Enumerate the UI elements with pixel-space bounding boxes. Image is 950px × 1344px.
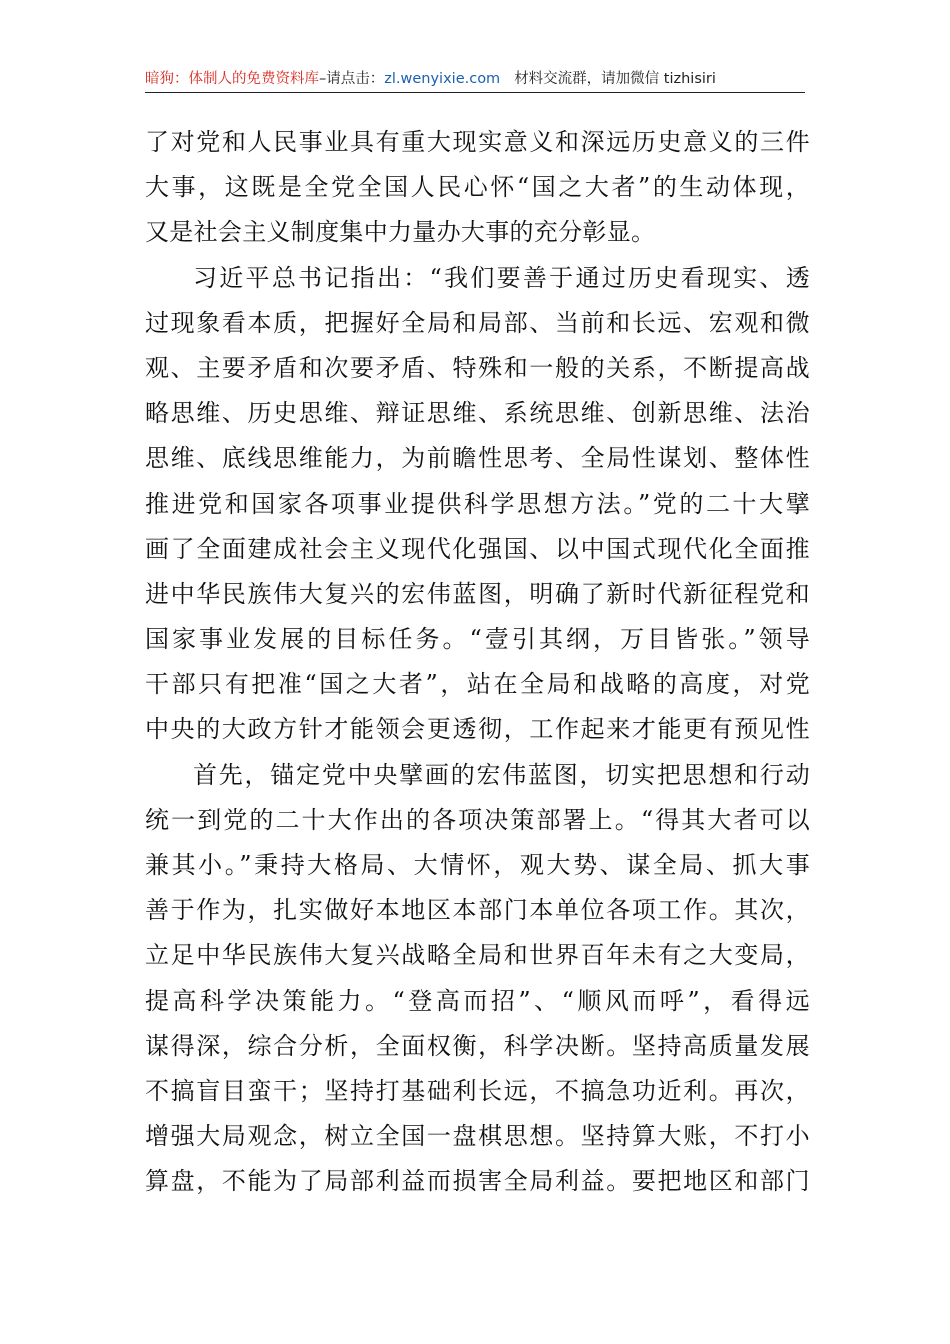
text-line: 了对党和人民事业具有重大现实意义和深远历史意义的三件: [145, 128, 810, 156]
text-line: 思维、底线思维能力，为前瞻性思考、全局性谋划、整体性: [145, 444, 810, 473]
header-contact: 材料交流群，请加微信 tizhisiri: [514, 71, 716, 87]
text-line: 观、主要矛盾和次要矛盾、特殊和一般的关系，不断提高战: [145, 353, 810, 382]
header-link[interactable]: zl.wenyixie.com: [384, 71, 501, 87]
text-line: 中央的大政方针才能领会更透彻，工作起来才能更有预见性: [145, 715, 810, 744]
page-header: [145, 66, 805, 93]
text-line: 不搞盲目蛮干；坚持打基础利长远，不搞急功近利。再次，: [145, 1076, 810, 1105]
text-line: 进中华民族伟大复兴的宏伟蓝图，明确了新时代新征程党和: [145, 579, 810, 608]
text-line: 善于作为，扎实做好本地区本部门本单位各项工作。其次，: [145, 896, 810, 925]
text-line: 画了全面建成社会主义现代化强国、以中国式现代化全面推: [145, 534, 810, 563]
text-line: 略思维、历史思维、辩证思维、系统思维、创新思维、法治: [145, 399, 810, 428]
text-line: 习近平总书记指出：“我们要善于通过历史看现实、透: [193, 263, 810, 292]
text-line: 大事，这既是全党全国人民心怀“国之大者”的生动体现，: [145, 173, 810, 202]
text-line: 增强大局观念，树立全国一盘棋思想。坚持算大账，不打小: [145, 1122, 810, 1151]
text-line: 过现象看本质，把握好全局和局部、当前和长远、宏观和微: [145, 308, 810, 337]
text-line: 又是社会主义制度集中力量办大事的充分彰显。: [145, 218, 656, 247]
text-line: 首先，锚定党中央擘画的宏伟蓝图，切实把思想和行动: [193, 760, 810, 789]
text-line: 国家事业发展的目标任务。“壹引其纲，万目皆张。”领导: [145, 625, 810, 654]
text-line: 统一到党的二十大作出的各项决策部署上。“得其大者可以: [145, 805, 810, 834]
text-line: 推进党和国家各项事业提供科学思想方法。”党的二十大擘: [145, 489, 810, 518]
document-body: [145, 120, 810, 1205]
text-line: 谋得深，综合分析，全面权衡，科学决断。坚持高质量发展: [145, 1031, 810, 1060]
text-line: 算盘，不能为了局部利益而损害全局利益。要把地区和部门: [145, 1167, 810, 1196]
text-line: 干部只有把准“国之大者”，站在全局和战略的高度，对党: [145, 670, 810, 699]
text-line: 兼其小。”秉持大格局、大情怀，观大势、谋全局、抓大事: [145, 851, 810, 879]
text-line: 提高科学决策能力。“登高而招”、“顺风而呼”，看得远: [145, 986, 810, 1015]
header-brand: 暗狗：体制人的免费资料库: [145, 71, 319, 87]
header-prompt: –请点击：: [319, 71, 385, 87]
text-line: 立足中华民族伟大复兴战略全局和世界百年未有之大变局，: [145, 941, 810, 970]
